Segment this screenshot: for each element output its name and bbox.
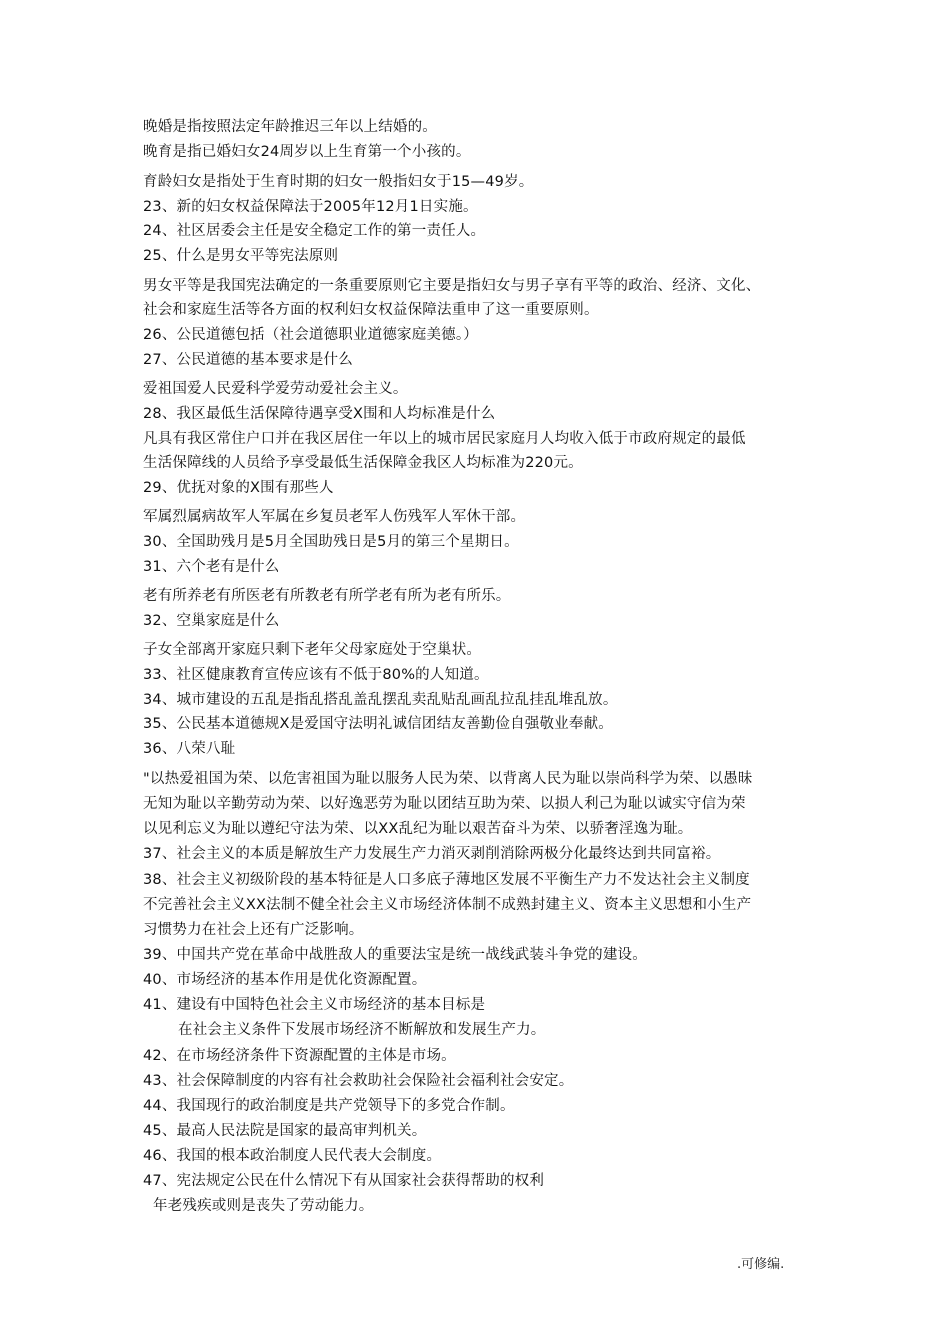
text-line: "以热爱祖国为荣、以危害祖国为耻以服务人民为荣、以背离人民为耻以崇尚科学为荣、以愚昧 [143,771,753,787]
text-line: 不完善社会主义XX法制不健全社会主义市场经济体制不成熟封建主义、资本主义思想和小生产 [143,897,752,913]
text-line: 36、八荣八耻 [143,741,236,757]
text-line: 无知为耻以辛勤劳动为荣、以好逸恶劳为耻以团结互助为荣、以损人利己为耻以诚实守信为荣 [143,796,746,812]
text-line: 老有所养老有所医老有所教老有所学老有所为老有所乐。 [143,588,511,604]
text-line: 以见利忘义为耻以遵纪守法为荣、以XX乱纪为耻以艰苦奋斗为荣、以骄奢淫逸为耻。 [143,821,693,837]
text-line: 25、什么是男女平等宪法原则 [143,248,339,264]
text-line: 生活保障线的人员给予享受最低生活保障金我区人均标准为220元。 [143,455,583,471]
text-line: 42、在市场经济条件下资源配置的主体是市场。 [143,1048,456,1064]
text-line: 爱祖国爱人民爱科学爱劳动爱社会主义。 [143,381,408,397]
text-line: 39、中国共产党在革命中战胜敌人的重要法宝是统一战线武装斗争党的建设。 [143,947,647,963]
text-line: 27、公民道德的基本要求是什么 [143,352,353,368]
text-line: 军属烈属病故军人军属在乡复员老军人伤残军人军休干部。 [143,509,526,525]
text-line: 40、市场经济的基本作用是优化资源配置。 [143,972,427,988]
text-line: 43、社会保障制度的内容有社会救助社会保险社会福利社会安定。 [143,1073,574,1089]
page-footer: .可修编. [737,1257,785,1272]
text-line: 在社会主义条件下发展市场经济不断解放和发展生产力。 [178,1022,546,1038]
text-line: 35、公民基本道德规X是爱国守法明礼诚信团结友善勤俭自强敬业奉献。 [143,716,613,732]
text-line: 32、空巢家庭是什么 [143,613,280,629]
text-line: 46、我国的根本政治制度人民代表大会制度。 [143,1148,442,1164]
text-line: 凡具有我区常住户口并在我区居住一年以上的城市居民家庭月人均收入低于市政府规定的最低 [143,431,746,447]
text-line: 育龄妇女是指处于生育时期的妇女一般指妇女于15—49岁。 [143,174,534,190]
text-line: 29、优抚对象的X围有那些人 [143,480,334,496]
text-line: 38、社会主义初级阶段的基本特征是人口多底子薄地区发展不平衡生产力不发达社会主义制度 [143,872,750,888]
text-line: 37、社会主义的本质是解放生产力发展生产力消灭剥削消除两极分化最终达到共同富裕。 [143,846,721,862]
text-line: 23、新的妇女权益保障法于2005年12月1日实施。 [143,199,478,215]
text-line: 45、最高人民法院是国家的最高审判机关。 [143,1123,427,1139]
text-line: 子女全部离开家庭只剩下老年父母家庭处于空巢状。 [143,642,482,658]
text-line: 30、全国助残月是5月全国助残日是5月的第三个星期日。 [143,534,519,550]
text-line: 男女平等是我国宪法确定的一条重要原则它主要是指妇女与男子享有平等的政治、经济、文化、 [143,278,761,294]
text-line: 晚婚是指按照法定年龄推迟三年以上结婚的。 [143,119,437,135]
text-line: 社会和家庭生活等各方面的权利妇女权益保障法重申了这一重要原则。 [143,302,599,318]
text-line: 33、社区健康教育宣传应该有不低于80%的人知道。 [143,667,489,683]
text-line: 习惯势力在社会上还有广泛影响。 [143,922,364,938]
text-line: 晚育是指已婚妇女24周岁以上生育第一个小孩的。 [143,144,471,160]
text-line: 年老残疾或则是丧失了劳动能力。 [153,1198,374,1214]
text-line: 41、建设有中国特色社会主义市场经济的基本目标是 [143,997,486,1013]
text-line: 28、我区最低生活保障待遇享受X围和人均标准是什么 [143,406,496,422]
text-line: 31、六个老有是什么 [143,559,280,575]
text-line: 26、公民道德包括（社会道德职业道德家庭美德。） [143,327,478,343]
text-line: 44、我国现行的政治制度是共产党领导下的多党合作制。 [143,1098,515,1114]
text-line: 24、社区居委会主任是安全稳定工作的第一责任人。 [143,223,486,239]
text-line: 34、城市建设的五乱是指乱搭乱盖乱摆乱卖乱贴乱画乱拉乱挂乱堆乱放。 [143,692,618,708]
text-line: 47、宪法规定公民在什么情况下有从国家社会获得帮助的权利 [143,1173,545,1189]
